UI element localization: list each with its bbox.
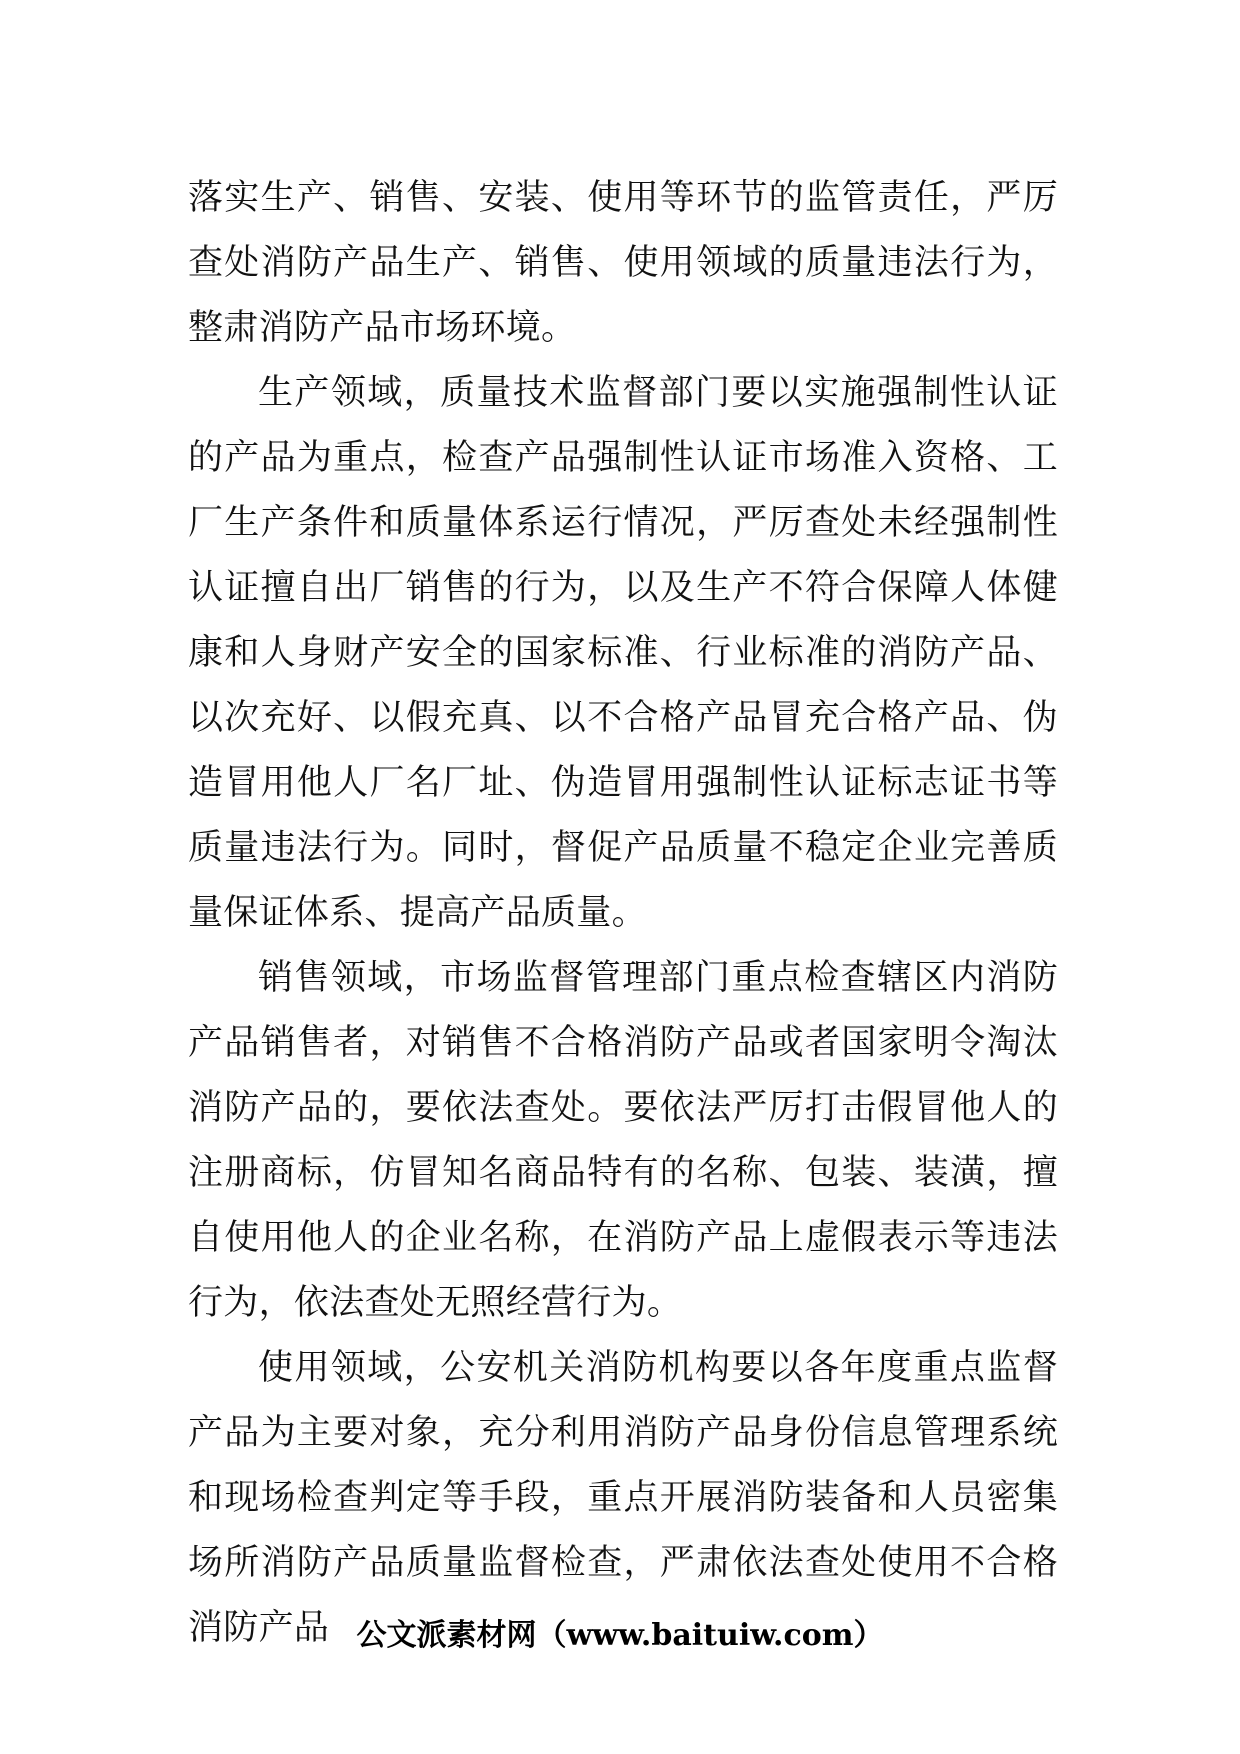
paragraph-1: 落实生产、销售、安装、使用等环节的监管责任，严厉查处消防产品生产、销售、使用领域的质量违法行为，整肃消防产品市场环境。 bbox=[188, 178, 1058, 348]
paragraph-4: 使用领域，公安机关消防机构要以各年度重点监督产品为主要对象，充分利用消防产品身份信息管理系统和现场检查判定等手段，重点开展消防装备和人员密集场所消防产品质量监督检查，严肃依法查处使用不合格消防产品 bbox=[188, 1348, 1058, 1648]
paragraph-2: 生产领域，质量技术监督部门要以实施强制性认证的产品为重点，检查产品强制性认证市场准入资格、工厂生产条件和质量体系运行情况，严厉查处未经强制性认证擅自出厂销售的行为，以及生产不符合保障人体健康和人身财产安全的国家标准、行业标准的消防产品、以次充好、以假充真、以不合格产品冒充合格产品、伪造冒用他人厂名厂址、伪造冒用强制性认证标志证书等质量违法行为。同时，督促产品质量不稳定企业完善质量保证体系、提高产品质量。 bbox=[188, 373, 1058, 933]
document-body bbox=[188, 166, 1058, 1661]
paragraph-3: 销售领域，市场监督管理部门重点检查辖区内消防产品销售者，对销售不合格消防产品或者国家明令淘汰消防产品的，要依法查处。要依法严厉打击假冒他人的注册商标，仿冒知名商品特有的名称、包装、装潢，擅自使用他人的企业名称，在消防产品上虚假表示等违法行为，依法查处无照经营行为。 bbox=[188, 958, 1058, 1323]
footer-watermark: 公文派素材网（www.baituiw.com） bbox=[356, 1618, 884, 1653]
